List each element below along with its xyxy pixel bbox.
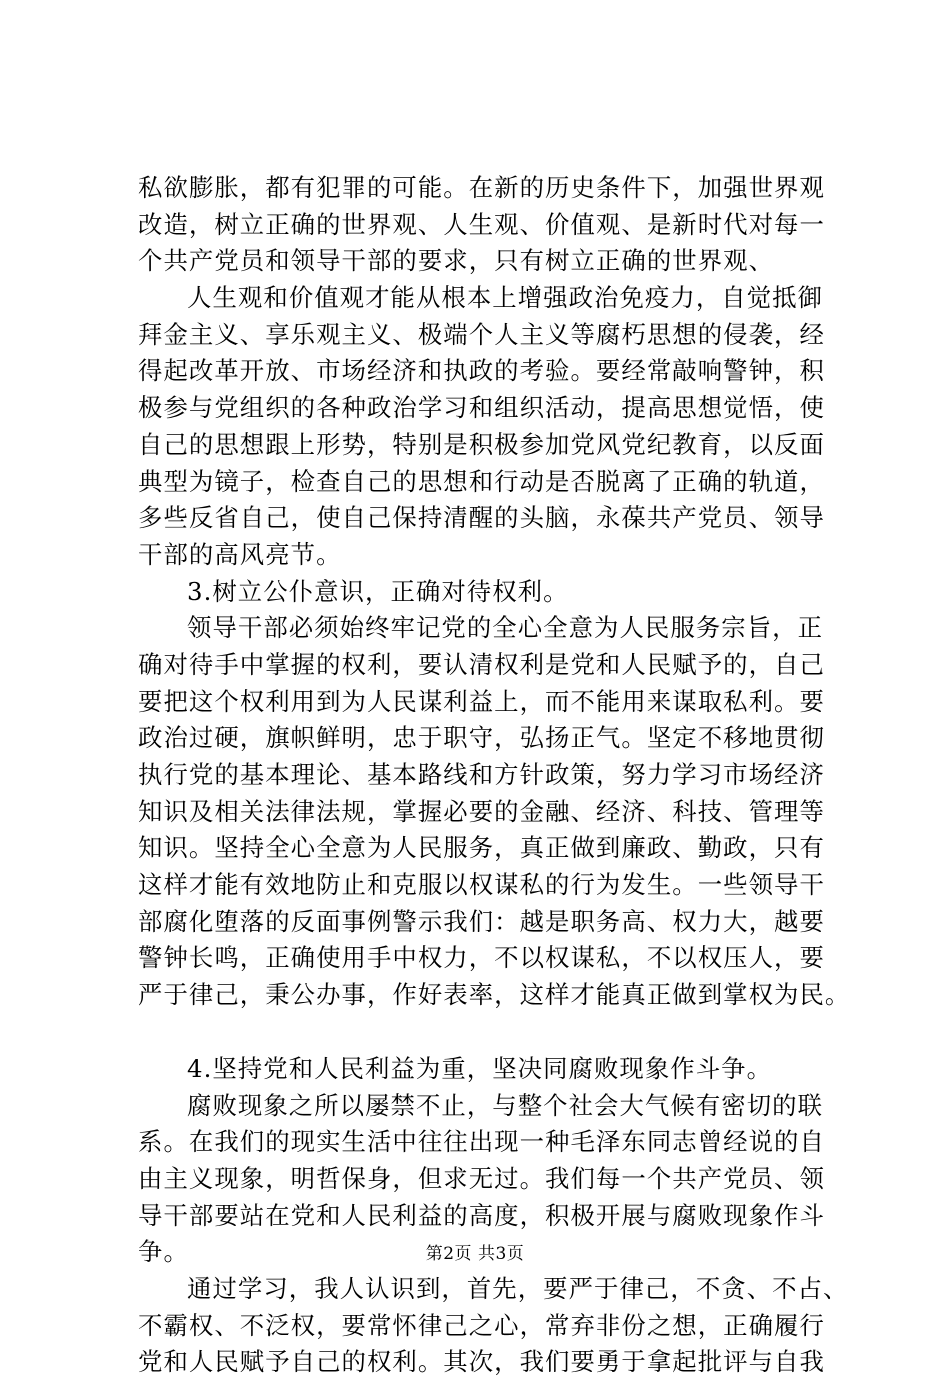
text-line: 得起改革开放、市场经济和执政的考验。要经常敲响警钟，积 <box>138 356 825 386</box>
paragraph-start: 人生观和价值观才能从根本上增强政治免疫力，自觉抵御 <box>187 283 824 313</box>
text-line: 不霸权、不泛权，要常怀律己之心，常弃非份之想，正确履行 <box>138 1310 825 1340</box>
text-line: 争。 <box>138 1237 189 1267</box>
section-heading-3: 3.树立公仆意识，正确对待权利。 <box>187 576 569 606</box>
blank-line <box>138 1014 838 1051</box>
text-line: 警钟长鸣，正确使用手中权力，不以权谋私，不以权压人，要 <box>138 943 825 973</box>
text-line: 私欲膨胀，都有犯罪的可能。在新的历史条件下，加强世界观 <box>138 173 825 202</box>
paragraph-start: 通过学习，我人认识到，首先，要严于律己，不贪、不占、 <box>187 1273 849 1303</box>
paragraph-start: 腐败现象之所以屡禁不止，与整个社会大气候有密切的联 <box>187 1090 824 1120</box>
text-line: 这样才能有效地防止和克服以权谋私的行为发生。一些领导干 <box>138 870 825 900</box>
paragraph-start: 领导干部必须始终牢记党的全心全意为人民服务宗旨，正 <box>187 613 824 643</box>
text-line: 改造，树立正确的世界观、人生观、价值观、是新时代对每一 <box>138 209 825 239</box>
text-line: 极参与党组织的各种政治学习和组织活动，提高思想觉悟，使 <box>138 393 825 423</box>
text-line: 知识及相关法律法规，掌握必要的金融、经济、科技、管理等 <box>138 796 825 826</box>
page-number-footer: 第2页 共3页 <box>425 1244 525 1264</box>
text-line: 自己的思想跟上形势，特别是积极参加党风党纪教育，以反面 <box>138 429 825 459</box>
text-line: 知识。坚持全心全意为人民服务，真正做到廉政、勤政，只有 <box>138 833 825 863</box>
text-line: 严于律己，秉公办事，作好表率，这样才能真正做到掌权为民。 <box>138 980 851 1010</box>
text-line: 拜金主义、享乐观主义、极端个人主义等腐朽思想的侵袭，经 <box>138 319 825 349</box>
text-line: 确对待手中掌握的权利，要认清权利是党和人民赋予的，自己 <box>138 649 825 679</box>
text-line: 系。在我们的现实生活中往往出现一种毛泽东同志曾经说的自 <box>138 1127 825 1157</box>
text-line: 政治过硬，旗帜鲜明，忠于职守，弘扬正气。坚定不移地贯彻 <box>138 723 825 753</box>
section-heading-4: 4.坚持党和人民利益为重，坚决同腐败现象作斗争。 <box>187 1053 773 1083</box>
text-line: 部腐化堕落的反面事例警示我们：越是职务高、权力大，越要 <box>138 906 825 936</box>
text-line: 导干部要站在党和人民利益的高度，积极开展与腐败现象作斗 <box>138 1200 825 1230</box>
text-line: 党和人民赋予自己的权利。其次，我们要勇于拿起批评与自我 <box>138 1347 825 1377</box>
text-line: 执行党的基本理论、基本路线和方针政策，努力学习市场经济 <box>138 760 825 789</box>
document-body <box>138 170 851 1381</box>
text-line: 由主义现象，明哲保身，但求无过。我们每一个共产党员、领 <box>138 1163 825 1193</box>
text-line: 典型为镜子，检查自己的思想和行动是否脱离了正确的轨道， <box>138 466 825 496</box>
text-line: 多些反省自己，使自己保持清醒的头脑，永葆共产党员、领导 <box>138 503 825 533</box>
text-line: 干部的高风亮节。 <box>138 539 342 569</box>
text-line: 个共产党员和领导干部的要求，只有树立正确的世界观、 <box>138 246 775 276</box>
text-line: 要把这个权利用到为人民谋利益上，而不能用来谋取私利。要 <box>138 686 825 716</box>
